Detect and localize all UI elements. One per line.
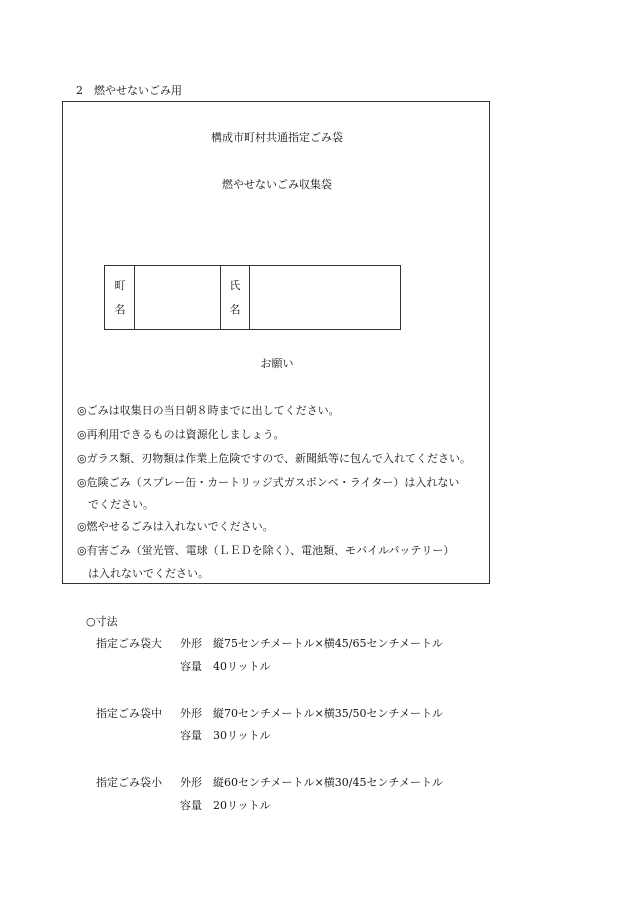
bag-title: 構成市町村共通指定ごみ袋 xyxy=(211,131,343,144)
garbage-bag-design-box xyxy=(62,101,490,584)
person-name-field xyxy=(250,266,400,329)
outer-size-value: 縦60センチメートル×横30/45センチメートル xyxy=(213,776,444,789)
note-line: ◎再利用できるものは資源化しましょう。 xyxy=(77,428,285,441)
note-line: でください。 xyxy=(77,498,154,511)
outer-size-key: 外形 xyxy=(180,637,202,650)
town-name-field xyxy=(135,266,220,329)
person-name-label: 氏 名 xyxy=(229,279,241,316)
bag-subtitle: 燃やせないごみ収集袋 xyxy=(222,178,332,191)
section-heading: 2 燃やせないごみ用 xyxy=(76,84,182,97)
dimensions-heading: ○寸法 xyxy=(86,615,118,628)
note-line: ◎ガラス類、刃物類は作業上危険ですので、新聞紙等に包んで入れてください。 xyxy=(77,452,472,465)
town-name-label: 町 名 xyxy=(114,279,126,316)
capacity-key: 容量 xyxy=(180,660,202,673)
size-label: 指定ごみ袋大 xyxy=(96,637,162,650)
capacity-value: 30リットル xyxy=(213,729,271,742)
outer-size-value: 縦75センチメートル×横45/65センチメートル xyxy=(213,637,444,650)
outer-size-value: 縦70センチメートル×横35/50センチメートル xyxy=(213,707,444,720)
capacity-value: 40リットル xyxy=(213,660,271,673)
size-label: 指定ごみ袋小 xyxy=(96,776,162,789)
capacity-value: 20リットル xyxy=(213,799,271,812)
note-line: ◎有害ごみ（蛍光管、電球（ＬＥＤを除く）、電池類、モバイルバッテリー） xyxy=(77,544,455,557)
note-line: は入れないでください。 xyxy=(77,567,209,580)
capacity-key: 容量 xyxy=(180,799,202,812)
outer-size-key: 外形 xyxy=(180,707,202,720)
capacity-key: 容量 xyxy=(180,729,202,742)
note-line: ◎ごみは収集日の当日朝８時までに出してください。 xyxy=(77,404,340,417)
note-line: ◎燃やせるごみは入れないでください。 xyxy=(77,520,274,533)
request-title: お願い xyxy=(260,357,294,370)
note-line: ◎危険ごみ（スプレー缶・カートリッジ式ガスボンベ・ライター）は入れない xyxy=(77,476,460,489)
name-entry-table xyxy=(104,265,401,330)
size-label: 指定ごみ袋中 xyxy=(96,707,162,720)
outer-size-key: 外形 xyxy=(180,776,202,789)
